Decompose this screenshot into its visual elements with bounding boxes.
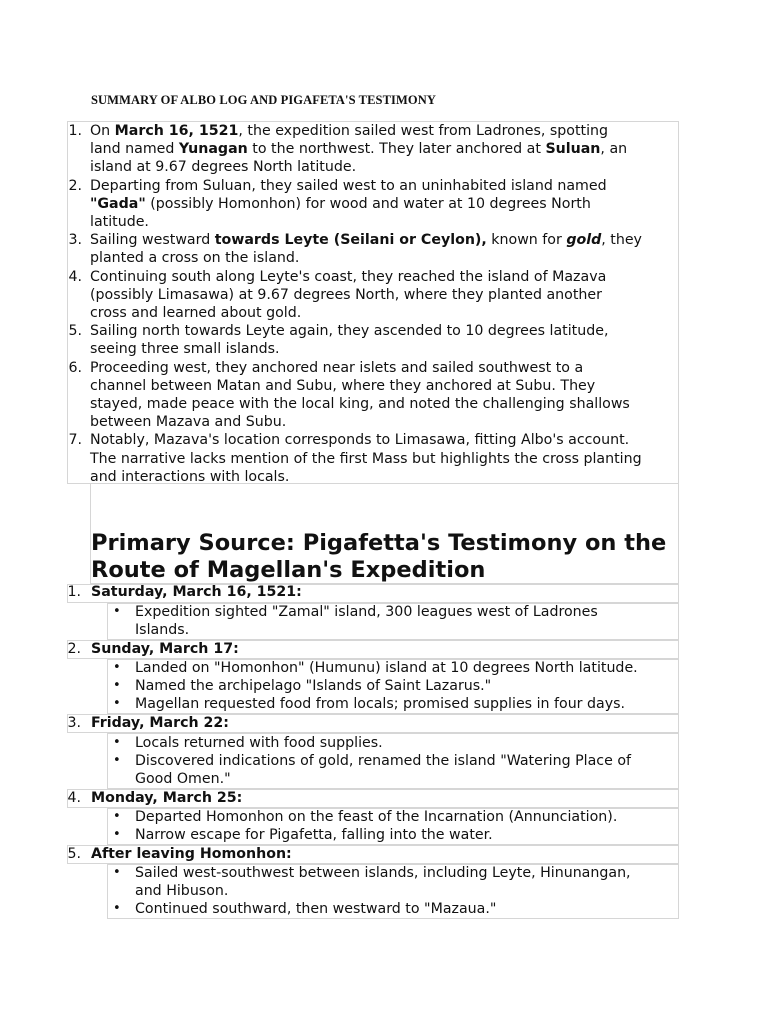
bullet-text: Expedition sighted "Zamal" island, 300 leagues west of Ladrones Islands.	[135, 604, 598, 639]
item-number: 2.	[68, 177, 82, 194]
bullet-text: Sailed west-southwest between islands, including Leyte, Hinunangan, and Hibuson.	[135, 865, 631, 900]
item-text: Sailing north towards Leyte again, they ascended to 10 degrees latitude, seeing three small islands.	[90, 323, 609, 358]
item-number: 1.	[67, 584, 81, 600]
item-number: 1.	[68, 123, 82, 139]
item-text: Continuing south along Leyte's coast, they reached the island of Mazava (possibly Limasawa) at 9.67 degrees North, where they planted another cross and learned about gold.	[90, 268, 607, 321]
bullet-dot: •	[113, 660, 121, 675]
date-label: Sunday, March 17:	[91, 641, 239, 657]
item-text: On March 16, 1521, the expedition sailed west from Ladrones, spotting land named Yunagan to the northwest. They later anchored at Suluan, an island at 9.67 degrees North latitude.	[90, 123, 628, 176]
bullet-dot: •	[113, 678, 121, 693]
item-text: Sailing westward towards Leyte (Seilani or Ceylon), known for gold, they planted a cross on the island.	[90, 232, 642, 267]
bullet-text: Named the archipelago "Islands of Saint Lazarus."	[135, 678, 492, 694]
bullet-dot: •	[113, 827, 121, 842]
item-number: 7.	[68, 432, 82, 449]
item-text: Departing from Suluan, they sailed west to an uninhabited island named "Gada" (possibly Homonhon) for wood and water at 10 degrees North latitude.	[90, 177, 607, 230]
document-title: SUMMARY OF ALBO LOG AND PIGAFETA'S TESTIMONY	[91, 93, 436, 107]
date-label: After leaving Homonhon:	[91, 846, 292, 862]
bullet-dot: •	[113, 604, 121, 619]
summary-list	[67, 121, 679, 484]
bullet-dot: •	[113, 901, 121, 916]
bullet-text: Landed on "Homonhon" (Humunu) island at 10 degrees North latitude.	[135, 660, 638, 676]
item-number: 5.	[67, 846, 81, 862]
date-label: Friday, March 22:	[91, 715, 229, 731]
item-number: 4.	[67, 790, 81, 806]
date-label: Saturday, March 16, 1521:	[91, 584, 302, 600]
bullet-text: Discovered indications of gold, renamed the island "Watering Place of Good Omen."	[135, 753, 632, 788]
bullet-dot: •	[113, 696, 121, 711]
bullet-dot: •	[113, 753, 121, 768]
item-number: 4.	[68, 268, 82, 285]
item-text: Proceeding west, they anchored near islets and sailed southwest to a channel between Matan and Subu, where they anchored at Subu. They stayed, made peace with the local king, and noted the challenging shallows between Mazava and Subu.	[90, 359, 630, 431]
bullet-text: Departed Homonhon on the feast of the Incarnation (Annunciation).	[135, 809, 618, 825]
bullet-dot: •	[113, 735, 121, 750]
item-number: 2.	[67, 641, 81, 657]
bullet-text: Locals returned with food supplies.	[135, 735, 383, 751]
item-number: 3.	[68, 232, 82, 249]
item-number: 5.	[68, 323, 82, 340]
section-heading: Primary Source: Pigafetta's Testimony on the Route of Magellan's Expedition	[91, 530, 667, 583]
bullet-text: Narrow escape for Pigafetta, falling into the water.	[135, 827, 493, 843]
date-label: Monday, March 25:	[91, 790, 243, 806]
bullet-dot: •	[113, 865, 121, 880]
item-number: 6.	[68, 359, 82, 376]
bullet-text: Continued southward, then westward to "Mazaua."	[135, 901, 497, 917]
bullet-dot: •	[113, 809, 121, 824]
item-number: 3.	[67, 715, 81, 731]
item-text: Notably, Mazava's location corresponds to Limasawa, fitting Albo's account. The narrative lacks mention of the first Mass but highlights the cross planting and interactions with locals.	[90, 432, 642, 485]
bullet-text: Magellan requested food from locals; promised supplies in four days.	[135, 696, 626, 712]
